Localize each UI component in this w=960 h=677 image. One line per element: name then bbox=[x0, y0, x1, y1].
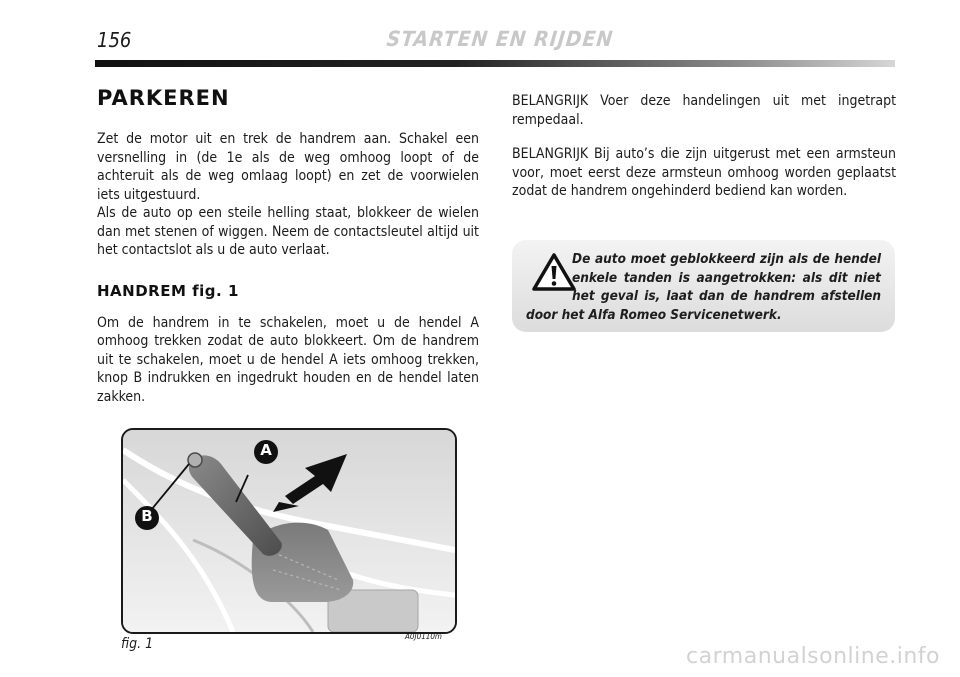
left-column bbox=[97, 86, 479, 406]
slope-paragraph: Als de auto op een steile helling staat, blokkeer de wielen dan met stenen of wiggen. Neem de contactsleutel altijd uit het contactslot als u de auto verlaat. bbox=[97, 205, 479, 258]
chapter-title: STARTEN EN RIJDEN bbox=[385, 27, 615, 51]
watermark: carmanualsonline.info bbox=[686, 644, 940, 669]
label-b: B bbox=[141, 507, 153, 525]
figure-code: A0J0110m bbox=[405, 632, 442, 641]
handbrake-figure bbox=[121, 428, 457, 634]
important-note-2: BELANGRIJK Bij auto’s die zijn uitgerust met een armsteun voor, moet eerst deze armsteun omhoog worden geplaatst zodat de handrem ongehinderd bediend kan worden. bbox=[512, 146, 896, 199]
warning-text: De auto moet geblokkeerd zijn als de hendel enkele tanden is aangetrokken: als dit niet het geval is, laat dan de handrem afstellen door het Alfa Romeo Servicenetwerk. bbox=[526, 251, 881, 323]
handbrake-paragraph: Om de handrem in te schakelen, moet u de hendel A omhoog trekken zodat de auto blokkeert. Om de handrem uit te schakelen, moet u de hendel A iets omhoog trekken, knop B indrukken en ingedrukt houden en de hendel laten zakken. bbox=[97, 314, 479, 405]
handbrake-illustration bbox=[123, 430, 455, 632]
page-number: 156 bbox=[97, 28, 132, 52]
parking-paragraph: Zet de motor uit en trek de handrem aan. Schakel een versnelling in (de 1e als de weg omhoog loopt of de achteruit als de weg omlaag loopt) en zet de voorwielen iets uitgestuurd. bbox=[97, 131, 479, 203]
label-a: A bbox=[260, 441, 272, 459]
header-rule bbox=[95, 60, 895, 67]
important-note-1: BELANGRIJK Voer deze handelingen uit met ingetrapt rempedaal. bbox=[512, 93, 896, 128]
figure-caption: fig. 1 bbox=[121, 636, 154, 652]
handbrake-heading: HANDREM fig. 1 bbox=[97, 281, 239, 300]
right-column bbox=[512, 92, 896, 217]
section-heading: PARKEREN bbox=[97, 86, 230, 110]
warning-box bbox=[512, 240, 895, 332]
